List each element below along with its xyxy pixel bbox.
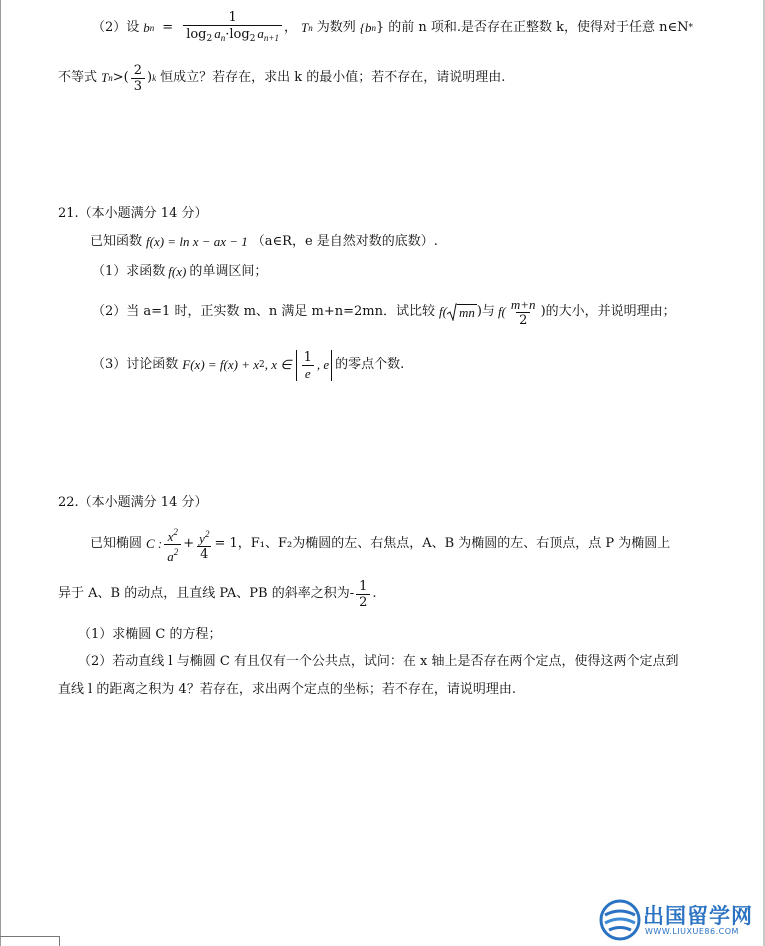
- log-1: log: [186, 26, 207, 42]
- q21-intro-prefix: 已知函数: [90, 234, 143, 249]
- half-den: 2: [356, 594, 370, 610]
- one-over-e: [301, 350, 315, 381]
- inequality-prefix: 不等式: [58, 70, 98, 85]
- watermark-url: WWW.LIUXUE86.COM: [645, 927, 739, 936]
- q21-p2-mid: )与: [476, 304, 495, 319]
- sqrt-mn: [447, 303, 477, 321]
- a-1-sub: n: [220, 32, 226, 43]
- q22-l1-rest: F₁、F₂为椭圆的左、右焦点，A、B 为椭圆的左、右顶点，点 P 为椭圆上: [250, 536, 671, 551]
- b-subscript: n: [149, 23, 155, 33]
- q21-p2-rest: )的大小，并说明理由；: [540, 304, 676, 319]
- y2-num: [196, 527, 212, 546]
- a2-den: [164, 544, 181, 564]
- y-var: y: [199, 530, 205, 546]
- q20-part2-line: [92, 6, 693, 50]
- bn-denominator: [183, 25, 282, 47]
- q22-line1: [90, 522, 670, 566]
- m-plus-n-num: m+n: [510, 296, 536, 312]
- ellipse-C: C :: [146, 536, 163, 551]
- T-subscript: n: [308, 23, 313, 33]
- log-2: log: [229, 26, 250, 42]
- q22-l2-end: .: [372, 586, 377, 601]
- x-squared: 2: [259, 360, 265, 370]
- T-subscript-2: n: [108, 73, 113, 83]
- q21-p2-f1: f(: [439, 304, 447, 319]
- seq-open: {b: [359, 20, 372, 35]
- q22-line2: [58, 574, 377, 614]
- a-1: a: [214, 25, 221, 41]
- q21-header: [58, 205, 207, 223]
- y2-over-4: [196, 527, 212, 562]
- two-thirds-fraction: [131, 63, 145, 94]
- q21-p2-prefix: （2）当 a=1 时，正实数 m、n 满足 m+n=2mn．试比较: [92, 304, 436, 319]
- gt-open: >(: [112, 70, 129, 85]
- q22-header: [58, 494, 207, 512]
- a-sup: 2: [173, 546, 179, 557]
- plus: +: [183, 536, 195, 551]
- interval-bracket: [296, 350, 333, 381]
- q21-p3-prefix: （3）讨论函数: [92, 357, 179, 372]
- q21-function: f(x) = ln x − ax − 1: [146, 234, 248, 249]
- x2-num: [165, 525, 181, 544]
- log-base-2: 2: [249, 33, 256, 44]
- bn-numerator: 1: [228, 9, 237, 25]
- x-sup: 2: [173, 526, 178, 537]
- q22-l2-text: 异于 A、B 的动点，且直线 PA、PB 的斜率之积为-: [58, 586, 355, 601]
- sqrt-icon: [447, 303, 457, 321]
- q22-part2-line1: [78, 653, 679, 671]
- q21-p1-prefix: （1）求函数: [92, 264, 166, 279]
- q21-p3-in: , x ∈: [264, 357, 292, 372]
- q21-p1-rest: 的单调区间；: [189, 264, 268, 279]
- four-den: 4: [197, 546, 211, 562]
- seq-sub: n: [371, 23, 376, 33]
- equals: =: [162, 20, 174, 35]
- crop-mark-bottom-left-v: [59, 936, 60, 946]
- globe-logo-icon: [599, 899, 641, 941]
- seq-label: 为数列: [316, 20, 356, 35]
- two-thirds-num: 2: [133, 62, 142, 78]
- T-symbol-2: T: [101, 70, 109, 85]
- interval-e: , e: [316, 357, 330, 372]
- q22-part1: [78, 626, 221, 644]
- seq-close: }: [375, 20, 385, 35]
- watermark-title: 出国留学网: [643, 904, 753, 928]
- watermark-logo: [599, 898, 759, 942]
- q21-part2: [92, 292, 676, 332]
- a-var: a: [167, 548, 174, 564]
- one-over-e-den: e: [302, 365, 314, 381]
- q22-p2-l2-text: 直线 l 的距离之积为 4？若存在，求出两个定点的坐标；若不存在，请说明理由.: [58, 682, 516, 697]
- a-2-sub: n+1: [263, 32, 279, 43]
- q21-p2-f2: f(: [497, 304, 506, 319]
- m-plus-n-den: 2: [516, 312, 530, 328]
- half-num: 1: [359, 578, 368, 594]
- a-2: a: [257, 25, 264, 41]
- sqrt-radicand: mn: [458, 305, 475, 320]
- b-symbol: b: [143, 20, 150, 35]
- equals-one: = 1，: [214, 536, 251, 551]
- q20-inequality-line: [58, 58, 505, 98]
- k-exponent: k: [152, 73, 157, 83]
- q21-p1-func: f(x): [168, 264, 187, 279]
- m-plus-n-over-2: [508, 297, 539, 328]
- q21-header-text: 21.（本小题满分 14 分）: [58, 206, 208, 221]
- log-base-1: 2: [206, 33, 213, 44]
- neg-half: [356, 579, 370, 610]
- x-var: x: [167, 528, 174, 544]
- q21-p3-rest: 的零点个数.: [335, 357, 405, 372]
- N-star: *: [688, 23, 694, 33]
- q20-line2-rest: 恒成立？若存在，求出 k 的最小值；若不存在，请说明理由.: [160, 70, 506, 85]
- dot: ·: [225, 26, 230, 42]
- bn-fraction: [183, 10, 282, 47]
- q20-part2-rest: 的前 n 项和.是否存在正整数 k，使得对于任意 n∈N: [388, 20, 689, 35]
- T-symbol: T: [301, 20, 309, 35]
- q22-l1-prefix: 已知椭圆: [90, 536, 143, 551]
- one-over-e-num: 1: [303, 349, 312, 365]
- q21-condition: （a∈R，e 是自然对数的底数）.: [251, 234, 438, 249]
- crop-mark-bottom-left: [0, 936, 60, 937]
- x2-over-a2: [164, 525, 181, 564]
- q21-p3-func: F(x) = f(x) + x: [182, 357, 260, 372]
- page-left-border: [0, 0, 1, 946]
- q21-intro: [90, 233, 438, 251]
- paren-close: ): [147, 70, 153, 85]
- q21-part1: [92, 263, 267, 281]
- two-thirds-den: 3: [131, 78, 145, 94]
- q22-header-text: 22.（本小题满分 14 分）: [58, 495, 208, 510]
- q22-p2-l1-text: （2）若动直线 l 与椭圆 C 有且仅有一个公共点，试问：在 x 轴上是否存在两个定点，使得这两个定点到: [78, 654, 679, 669]
- q22-part2-line2: [58, 681, 516, 699]
- q21-part3: [92, 342, 404, 388]
- y-sup: 2: [204, 528, 210, 539]
- q20-part2-label: （2）设: [92, 20, 140, 35]
- q22-p1-text: （1）求椭圆 C 的方程；: [78, 627, 222, 642]
- comma: ，: [284, 20, 298, 35]
